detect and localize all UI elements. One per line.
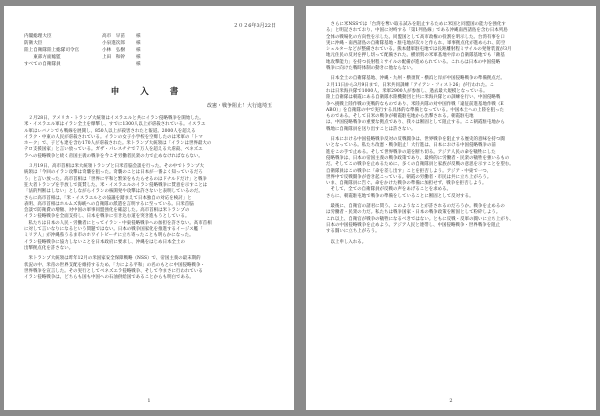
body-paragraph (326, 76, 578, 133)
body-paragraph (326, 204, 578, 235)
body-text-line: ホーク」で、子ども達を含む170人が虐殺された。米トランプ大統領は「イランは世界最大の (24, 141, 212, 147)
addressee-name: 上田 和幹 (102, 55, 125, 60)
body-text-line: これ以上、自衛官が戦争の犠牲になるべきではない。ともに反戦・反軍の闘いに立ち上がり、 (326, 216, 514, 222)
body-text-line: 統領は「今回のイラン攻撃は奇襲を狙った。奇襲のことは日本が一番よく知っているだろ (24, 170, 203, 176)
addressee-org: 東部方面総監 (24, 55, 61, 60)
body-text-line: 世界戦争を宣言した。その実行としてベネズエラ侵略戦争、そして今まさに行われている (24, 268, 203, 274)
body-text-line: 進をこの手で止める。そして世界戦争の道を断ち切る。アジア人民の命を犠牲にした (326, 149, 496, 155)
body-text-line: 米トランプ大統領は昨年12月の米国家安全保障戦略（NSS）で、帝国主義の最末期的 (24, 256, 201, 262)
body-paragraph (24, 164, 276, 252)
body-text-line: いとなっている。私たち改憲・戦争阻止！大行進は、日本における中国侵略戦争の前 (326, 143, 496, 149)
body-text-line: は、中国侵略戦争の重要な拠点であり、我々は断固として阻止する。ここ朝霞駐屯地から (326, 120, 505, 126)
body-text-line: 出撃拠点化を許さない。 (24, 245, 74, 251)
body-text-line: 侵略戦争は、日本の帝国主義の戦争政策であり、最終的に労働者・民衆の犠牲を強いるもの (326, 155, 510, 161)
body-text-line: いま、自衛隊員に告ぐ。命をかけた戦争の準備に加担せず、戦争を拒否しよう。 (326, 181, 487, 187)
document-title: 申 入 書 (110, 87, 188, 97)
addressee-org: 陸上自衛隊陸上総隊司令官 (24, 48, 80, 53)
addressee-name (102, 61, 136, 68)
body-text-line: シェルターなどが整備されている。熊本健軍駐屯地では長距離射程ミサイルの発射装置が3月 (326, 47, 512, 53)
addressee-honorific: 様 (136, 55, 141, 60)
body-text-line: 日本の中国侵略戦争を止めよう。アジア人民と連帯し、中国侵略戦争・世界戦争を阻止 (326, 222, 501, 228)
body-text-line: 最後に、自衛官の諸君に問う。このようなことが許されるのだろうか。戦争を止めるの (326, 204, 505, 210)
addressee-list (24, 33, 204, 68)
body-text-line: 狂大者トランプを手放しで賞賛した。米・イスラエルのイラン侵略戦争に賛意を示すことは (24, 182, 208, 188)
addressee-honorific: 様 (136, 62, 141, 67)
body-text-line: 「法的判断はしない」としながらイランの核開発や攻撃は許さないと表明しているのだ。 (24, 189, 203, 195)
body-text-line: 地元住民の反対を押し切って配備された。横須賀の米軍基地や岸の自衛隊基地でも「敵基 (326, 53, 505, 59)
body-text-line: イラン侵略戦争に協力しないことを日本政府に要求し、沖縄をはじめ日本全土の (24, 239, 185, 245)
body-text-line: 戦地に自衛隊員を送り出すことは許さない。 (326, 126, 416, 132)
body-text-line: 表明、高市首相はホルムズ海峡への自衛隊の派遣を言明するに至っている。日米首脳 (24, 201, 194, 207)
body-paragraph (326, 240, 578, 246)
body-text-line: そして、全ての自衛隊員が反戦の声をあげることを求める。 (326, 187, 452, 193)
body-text-line: 陸上自衛隊は朝霞にある自衛隊水陸機動団と共に米海兵隊との訓練を行い、中国侵略戦 (326, 95, 501, 101)
body-text-line: 状況の中、米帝の世界支配を維持するため、「力による平和」の名のもとに中国侵略戦争・ (24, 262, 205, 268)
body-text-line: 以上申し入れる。 (326, 239, 367, 245)
body-paragraph (24, 116, 276, 160)
body-text-line: に対して言いなりになるという問題ではない。日本の戦争国家化を推進するイージス艦「 (24, 227, 203, 233)
body-text-line: る」と明記されており、中国に対峙する「第1列島線」である沖縄南西諸島を含む日本列島 (326, 28, 508, 34)
addressee-row (24, 40, 204, 47)
body-text-line: 争へ挑戦上陸作戦の実戦的なものであり、米陸兵隊の対中国作戦「遠征前進基地作戦（E (326, 101, 504, 107)
body-text-line: 私たちは日本の人民・労働者にとってイラン・中東侵略戦争への加担を許さない。高市首相 (24, 220, 212, 226)
document-sender: 改憲・戦争阻止！大行進埼玉 (206, 103, 272, 109)
addressee-honorific: 様 (136, 48, 141, 53)
addressee-name: 高市 早苗 (102, 34, 125, 39)
body-text-line: する闘いに立ち上がろう。 (326, 229, 380, 235)
body-text-line: 実に沖縄・南西諸島の自衛隊基地・駐屯地が次々と作られ、軍事拠点化が進められ、防空 (326, 40, 506, 46)
addressee-row (24, 54, 204, 61)
addressee-row (24, 47, 204, 54)
addressee-org: すべての自衛隊員 (24, 62, 61, 67)
body-text-line: う」と言い放った。高市首相は「世界に平和と繁栄をもたらせるのはドナルドだけ」と戦争 (24, 176, 207, 182)
body-text-line: 日本全土の自衛隊基地、沖縄・九州・横須賀・横浜と岸が中国侵略戦争の準備拠点だ。 (326, 76, 505, 82)
body-text-line: ル軍はレバノンでも戦線を展開し、850人以上が殺害されたと報道。2000人を超える (24, 128, 196, 134)
body-text-line: 日本における中国侵略戦争反対の反戦闘争は、世界戦争を阻止する歴史的意味を持つ闘 (326, 137, 505, 143)
addressee-org: 内閣総理大臣 (24, 34, 52, 39)
body-text-line: ものである。そして日米の戦争が朝霞駐屯地から出撃される。朝霞駐屯地 (326, 114, 474, 120)
body-text-line: 地攻撃能力」を持つ長射程ミサイルの配備が進められている。これらは日本の中国侵略 (326, 59, 501, 65)
document-body (24, 116, 276, 281)
body-text-line: ラへの侵略戦争と続く帝国主義の戦争を今こそ労働者民衆の力で止めなければならない。 (24, 153, 203, 159)
body-text-line: だ。そしてこの戦争を止めるために、多くの自衛隊員と家族が反戦の意思を示すことを望む。 (326, 162, 514, 168)
page-number: 2 (449, 398, 453, 404)
addressee-name: 小泉進次郎 (102, 41, 125, 46)
body-text-line: 全体の戦場化の方向性を示した。同盟国として高市政権の役割を明示した。台湾有事を口 (326, 34, 505, 40)
body-text-line: イラン侵略戦争を全面支持し、日本を戦争に引き込む道を突き進もうとしている。 (24, 214, 190, 220)
body-text-line: ABO）」を自衛隊の中で実行する具体的な準備となっている。中国本土への上陸を狙った (326, 107, 505, 113)
body-text-line: さらに米NSSでは「台湾を奪い取る試みを阻止するために米国と同盟国の能力を強化す (326, 22, 506, 27)
body-paragraph (326, 137, 578, 200)
addressee-row (24, 33, 204, 40)
body-text-line: さらに高市首相は、「米・イスラエルとの協議を踏まえて日本独自の対応を検討」と (24, 195, 192, 201)
body-text-line: 戦争に向けた戦時体制の動きに他ならない。 (326, 66, 416, 72)
body-text-line: テロ支援国家」と言い放っている。ガザ・パレスチナで７万人を超える大虐殺、ベネズエ (24, 147, 203, 153)
addressee-org: 防衛大臣 (24, 41, 43, 46)
body-text-line: ２月11日から3月9日まで、日米共同訓練「アイアン・フィスト26」が行われた。こ (326, 82, 495, 88)
body-text-line: イラク・中東の人民が虐殺されている。イランの女子小学校を空爆したのは米軍の「トマ (24, 134, 203, 140)
document-date: ２０２6年3月22日 (233, 23, 276, 29)
addressee-name: 小林 弘樹 (102, 48, 125, 53)
body-text-line: 世界中で反戦闘争が巻き起こっている。朝霞の労働者・市民は共に立ち上がろう。 (326, 174, 492, 180)
document-body (326, 22, 578, 246)
body-paragraph (24, 256, 276, 281)
document-page-2 (306, 6, 596, 410)
page-number: 1 (147, 398, 151, 404)
body-text-line: ３月19日、高市首相は米大統領トランプと日米首脳会談を行った。その中でトランプ大 (24, 164, 205, 170)
addressee-row (24, 61, 204, 68)
body-text-line: れは日米海兵隊で1000人、米軍2900人が参加し、過去最大規模となっている。 (326, 88, 488, 94)
addressee-honorific: 様 (136, 34, 141, 39)
addressee-honorific: 様 (136, 41, 141, 46)
body-text-line: イラン侵略戦争は、どちらも国も中国への石油供給国であることからも明白である。 (24, 275, 194, 281)
body-text-line: ミリア人」が沖縄県うるま市のホワイトビーチに立ち寄ったことも明らかになった。 (24, 233, 194, 239)
body-text-line: さらに、朝霞駐屯地で戦争の準備をしていることに断固として反対する。 (326, 193, 474, 199)
body-paragraph (326, 22, 578, 72)
body-text-line: ２月28日、アメリカ・トランプ大統領はイスラエルと共にイラン侵略戦争を開始した。 (24, 116, 204, 121)
document-page-1 (4, 6, 294, 410)
body-text-line: 会談で防衛費の増額、対中国の軍事同盟強化を確認した。高市首相は米トランプの (24, 208, 190, 214)
body-text-line: 米・イスラエル軍はイラン全土を爆撃し、すでに1300人以上が虐殺されている。イスラエ (24, 122, 206, 128)
body-text-line: 自衛隊員はこの戦争に「命を差し出す」ことを拒否しよう。アジア・中東で一つ、 (326, 168, 492, 174)
body-text-line: は労働者・民衆の力だ。私たちは戦争国家・日本の戦争政策を断固として粉砕しよう。 (326, 210, 501, 216)
